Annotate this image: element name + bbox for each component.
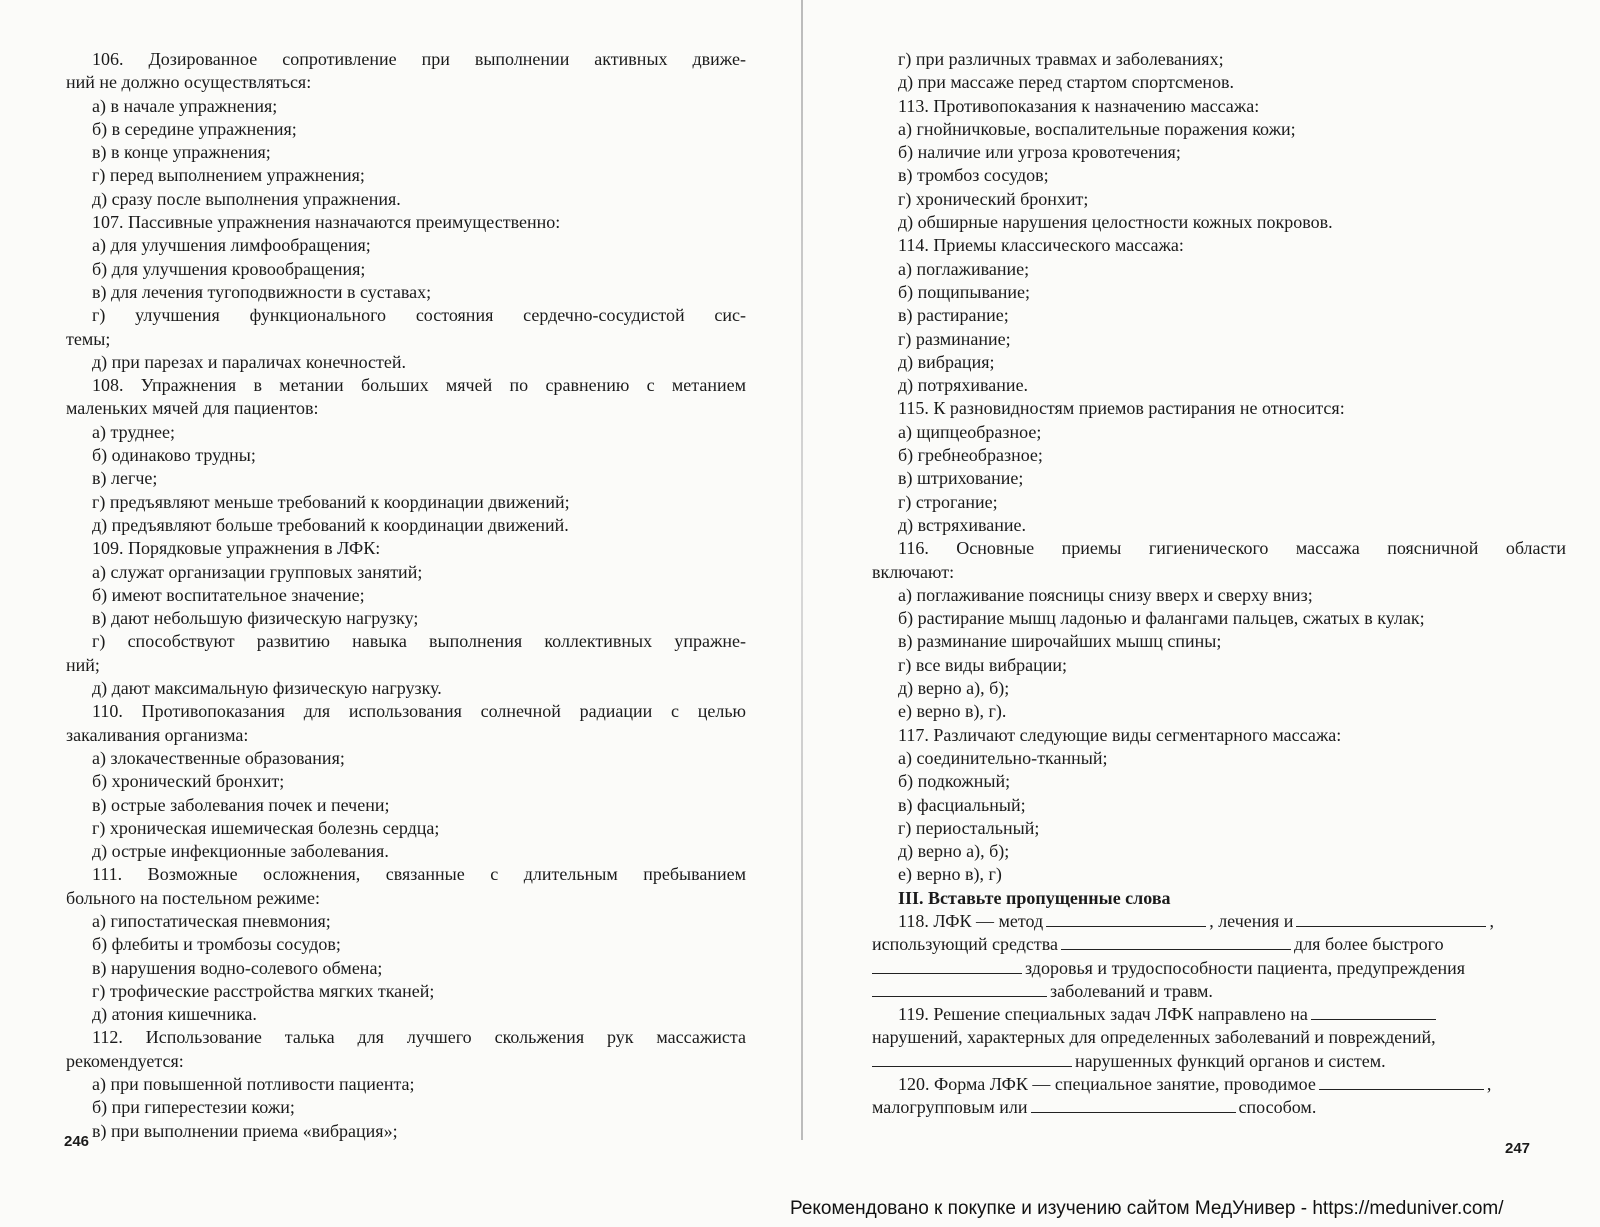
answer-option: г) хроническая ишемическая болезнь сердца;: [92, 817, 440, 838]
answer-option: в) острые заболевания почек и печени;: [92, 794, 390, 815]
answer-option: е) верно в), г): [898, 864, 1002, 885]
fill-text: способом.: [1238, 1097, 1317, 1118]
fill-text: ,: [1486, 1074, 1492, 1095]
question-line: 106. Дозированное сопротивление при выполнении активных движе-: [92, 49, 746, 69]
text-line: больного на постельном режиме:: [66, 887, 321, 908]
answer-option: б) растирание мышц ладонью и фалангами пальцев, сжатых в кулак;: [898, 608, 1425, 629]
answer-option: г) улучшения функционального состояния сердечно-сосудистой сис-: [92, 305, 746, 326]
answer-blank[interactable]: [1296, 910, 1486, 927]
answer-option: а) гипостатическая пневмония;: [92, 910, 331, 931]
question-line: 112. Использование талька для лучшего скольжения рук массажиста: [92, 1027, 746, 1048]
question-line: 111. Возможные осложнения, связанные с длительным пребыванием: [92, 864, 746, 885]
answer-option: д) при парезах и параличах конечностей.: [92, 351, 407, 372]
text-line: рекомендуется:: [66, 1050, 184, 1071]
question-line: 107. Пассивные упражнения назначаются преимущественно:: [92, 212, 561, 233]
question-118-line-3: [872, 957, 1566, 980]
answer-option: в) фасциальный;: [898, 794, 1026, 815]
answer-option: а) при повышенной потливости пациента;: [92, 1074, 415, 1095]
answer-option: а) поглаживание поясницы снизу вверх и сверху вниз;: [898, 584, 1313, 605]
answer-option: д) обширные нарушения целостности кожных покровов.: [898, 212, 1333, 233]
answer-option: б) одинаково трудны;: [92, 445, 256, 466]
answer-option: а) злокачественные образования;: [92, 747, 345, 768]
question-line: 114. Приемы классического массажа:: [898, 235, 1184, 256]
question-line: 116. Основные приемы гигиенического массажа поясничной области: [898, 538, 1566, 559]
answer-option: в) растирание;: [898, 305, 1009, 326]
question-120-line-1: [872, 1073, 1566, 1096]
answer-option: б) гребнеобразное;: [898, 445, 1043, 466]
right-page-questions: [872, 48, 1566, 887]
text-line: закаливания организма:: [66, 724, 249, 745]
page-number-left: 246: [64, 1133, 90, 1150]
text-line: маленьких мячей для пациентов:: [66, 398, 319, 419]
answer-option: е) верно в), г).: [898, 701, 1007, 722]
answer-option: в) дают небольшую физическую нагрузку;: [92, 608, 419, 629]
fill-text: использующий средства: [872, 934, 1059, 955]
answer-option: г) строгание;: [898, 491, 998, 512]
answer-option: а) для улучшения лимфообращения;: [92, 235, 371, 256]
answer-option: а) щипцеобразное;: [898, 421, 1042, 442]
fill-text: , лечения и: [1209, 910, 1294, 931]
answer-option: г) предъявляют меньше требований к координации движений;: [92, 491, 570, 512]
answer-option: б) в середине упражнения;: [92, 118, 297, 139]
answer-option: д) предъявляют больше требований к координации движений.: [92, 514, 569, 535]
answer-option: г) способствуют развитию навыка выполнения коллективных упражне-: [92, 631, 746, 652]
question-119-line-1: [872, 1003, 1566, 1026]
fill-text: ,: [1489, 910, 1494, 931]
fill-text: нарушенных функций органов и систем.: [1075, 1050, 1386, 1071]
answer-option: б) хронический бронхит;: [92, 771, 285, 792]
answer-option: д) острые инфекционные заболевания.: [92, 841, 389, 862]
answer-option: г) все виды вибрации;: [898, 654, 1068, 675]
answer-option: а) в начале упражнения;: [92, 95, 278, 116]
answer-option: д) встряхивание.: [898, 514, 1027, 535]
answer-option: д) вибрация;: [898, 351, 995, 372]
answer-option: д) верно а), б);: [898, 678, 1010, 699]
answer-option: а) труднее;: [92, 421, 175, 442]
answer-option: а) поглаживание;: [898, 258, 1030, 279]
answer-option: б) подкожный;: [898, 771, 1011, 792]
answer-blank[interactable]: [1311, 1003, 1436, 1020]
question-120-line-2: [872, 1096, 1566, 1119]
fill-text: 118. ЛФК — метод: [898, 910, 1044, 931]
footer-recommendation: Рекомендовано к покупке и изучению сайтом МедУнивер - https://meduniver.com/: [790, 1198, 1504, 1219]
answer-option: в) тромбоз сосудов;: [898, 165, 1049, 186]
answer-option: в) нарушения водно-солевого обмена;: [92, 957, 383, 978]
right-page: [800, 0, 1600, 1227]
question-line: 115. К разновидностям приемов растирания не относится:: [898, 398, 1345, 419]
answer-option: б) пощипывание;: [898, 281, 1031, 302]
question-118-line-1: [872, 910, 1566, 933]
question-line: 109. Порядковые упражнения в ЛФК:: [92, 538, 381, 559]
answer-option: д) сразу после выполнения упражнения.: [92, 188, 401, 209]
answer-option: д) при массаже перед стартом спортсменов.: [898, 72, 1235, 93]
answer-option: а) соединительно-тканный;: [898, 747, 1108, 768]
text-line: ний не должно осуществляться:: [66, 72, 312, 93]
question-line: 113. Противопоказания к назначению массажа:: [898, 95, 1260, 116]
answer-blank[interactable]: [1061, 933, 1291, 950]
fill-text: для более быстрого: [1294, 934, 1444, 955]
answer-blank[interactable]: [872, 980, 1047, 997]
text-line: ний;: [66, 654, 100, 675]
fill-text: 119. Решение специальных задач ЛФК направлено на: [898, 1004, 1308, 1025]
answer-option: д) дают максимальную физическую нагрузку.: [92, 678, 442, 699]
fill-text: заболеваний и травм.: [1050, 980, 1213, 1001]
answer-option: б) флебиты и тромбозы сосудов;: [92, 934, 341, 955]
answer-option: в) для лечения тугоподвижности в суставах;: [92, 281, 432, 302]
answer-blank[interactable]: [872, 957, 1022, 974]
page-number-right: 247: [1505, 1140, 1531, 1157]
answer-option: г) трофические расстройства мягких тканей;: [92, 980, 435, 1001]
question-line: 108. Упражнения в метании больших мячей по сравнению с метанием: [92, 375, 746, 396]
fill-text: малогрупповым или: [872, 1097, 1028, 1118]
left-page-text: [66, 48, 746, 1143]
question-118-line-2: [872, 933, 1566, 956]
answer-option: г) при различных травмах и заболеваниях;: [898, 49, 1224, 69]
answer-option: в) в конце упражнения;: [92, 142, 271, 163]
answer-option: б) наличие или угроза кровотечения;: [898, 142, 1181, 163]
question-line: 110. Противопоказания для использования солнечной радиации с целью: [92, 701, 746, 722]
answer-blank[interactable]: [872, 1050, 1072, 1067]
answer-option: б) имеют воспитательное значение;: [92, 584, 365, 605]
text-line: включают:: [872, 561, 955, 582]
section-heading: III. Вставьте пропущенные слова: [898, 887, 1171, 908]
answer-blank[interactable]: [1046, 910, 1206, 927]
fill-text: здоровья и трудоспособности пациента, предупреждения: [1025, 957, 1466, 978]
answer-option: а) служат организации групповых занятий;: [92, 561, 423, 582]
answer-option: б) при гиперестезии кожи;: [92, 1097, 295, 1118]
answer-option: в) штрихование;: [898, 468, 1024, 489]
answer-option: д) атония кишечника.: [92, 1004, 257, 1025]
question-119-line-2: нарушений, характерных для определенных заболеваний и повреждений,: [872, 1027, 1436, 1048]
answer-option: б) для улучшения кровообращения;: [92, 258, 366, 279]
fill-text: 120. Форма ЛФК — специальное занятие, проводимое: [898, 1074, 1316, 1095]
answer-option: д) потряхивание.: [898, 375, 1029, 396]
answer-option: а) гнойничковые, воспалительные поражения кожи;: [898, 118, 1296, 139]
question-line: 117. Различают следующие виды сегментарного массажа:: [898, 724, 1342, 745]
question-119-line-3: [872, 1050, 1566, 1073]
answer-option: г) разминание;: [898, 328, 1011, 349]
answer-option: г) хронический бронхит;: [898, 188, 1089, 209]
right-page-text: [872, 48, 1566, 1120]
text-line: темы;: [66, 328, 111, 349]
answer-blank[interactable]: [1031, 1096, 1236, 1113]
answer-option: в) при выполнении приема «вибрация»;: [92, 1120, 398, 1141]
answer-blank[interactable]: [1319, 1073, 1484, 1090]
answer-option: в) разминание широчайших мышц спины;: [898, 631, 1222, 652]
question-118-line-4: [872, 980, 1566, 1003]
answer-option: д) верно а), б);: [898, 841, 1010, 862]
answer-option: г) периостальный;: [898, 817, 1040, 838]
answer-option: г) перед выполнением упражнения;: [92, 165, 365, 186]
answer-option: в) легче;: [92, 468, 158, 489]
